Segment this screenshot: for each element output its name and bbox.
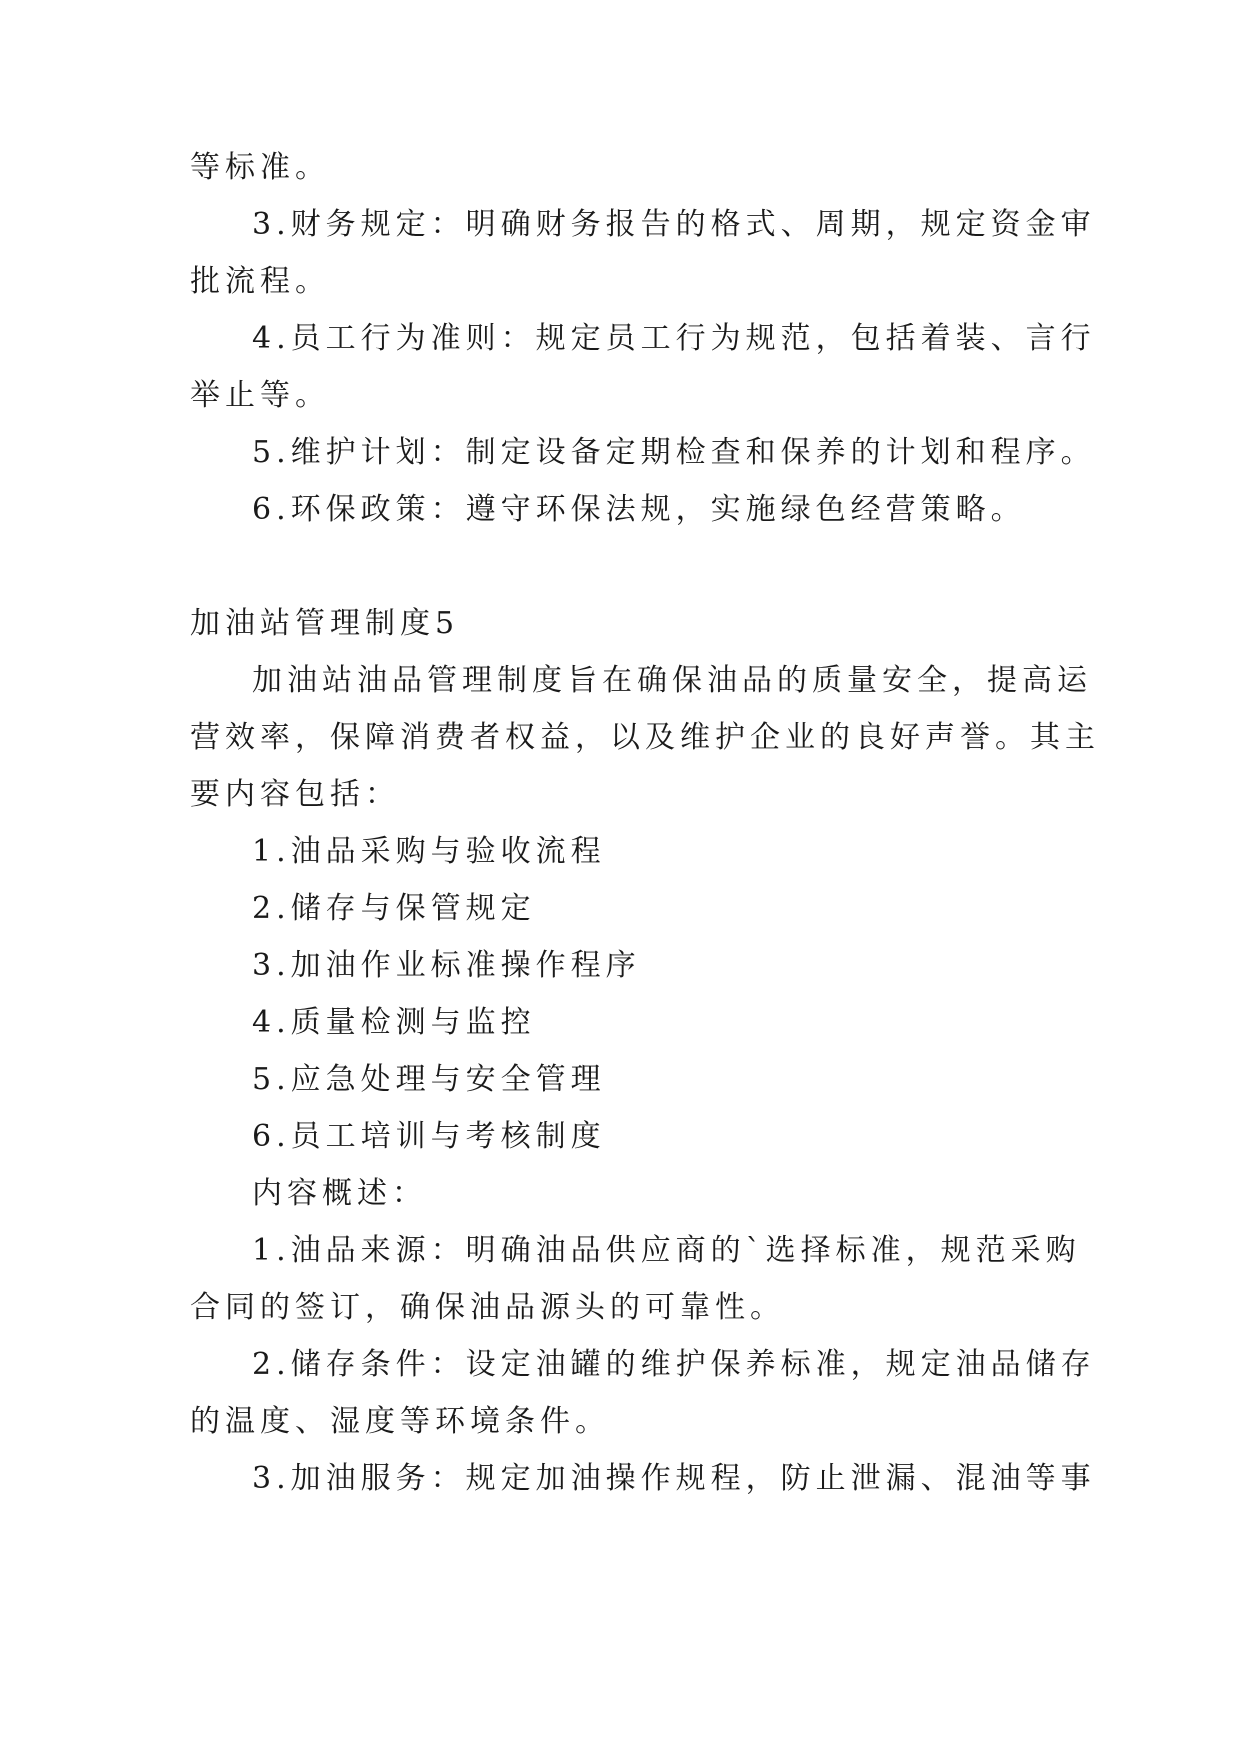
text-line: 要内容包括： [190, 777, 400, 812]
text-line: 加油站油品管理制度旨在确保油品的质量安全，提高运 [252, 663, 1092, 698]
list-item: 1.油品采购与验收流程 [252, 834, 606, 869]
list-item: 4.质量检测与监控 [252, 1005, 536, 1040]
text-line: 1.油品来源：明确油品供应商的`选择标准，规范采购 [252, 1233, 1081, 1268]
text-line: 举止等。 [190, 378, 330, 413]
text-line: 等标准。 [190, 150, 330, 185]
section-heading: 加油站管理制度5 [190, 606, 460, 641]
text-line: 合同的签订，确保油品源头的可靠性。 [190, 1290, 785, 1325]
text-line: 5.维护计划：制定设备定期检查和保养的计划和程序。 [252, 435, 1096, 470]
text-line: 4.员工行为准则：规定员工行为规范，包括着装、言行 [252, 321, 1096, 356]
text-line: 6.环保政策：遵守环保法规，实施绿色经营策略。 [252, 492, 1026, 527]
text-line: 营效率，保障消费者权益，以及维护企业的良好声誉。其主 [190, 720, 1100, 755]
text-line: 内容概述： [252, 1176, 427, 1211]
text-line: 2.储存条件：设定油罐的维护保养标准，规定油品储存 [252, 1347, 1096, 1382]
text-line: 3.财务规定：明确财务报告的格式、周期，规定资金审 [252, 207, 1096, 242]
list-item: 2.储存与保管规定 [252, 891, 536, 926]
list-item: 3.加油作业标准操作程序 [252, 948, 641, 983]
list-item: 5.应急处理与安全管理 [252, 1062, 606, 1097]
text-line: 的温度、湿度等环境条件。 [190, 1404, 610, 1439]
text-line: 批流程。 [190, 264, 330, 299]
list-item: 6.员工培训与考核制度 [252, 1119, 606, 1154]
text-line: 3.加油服务：规定加油操作规程，防止泄漏、混油等事 [252, 1461, 1096, 1496]
